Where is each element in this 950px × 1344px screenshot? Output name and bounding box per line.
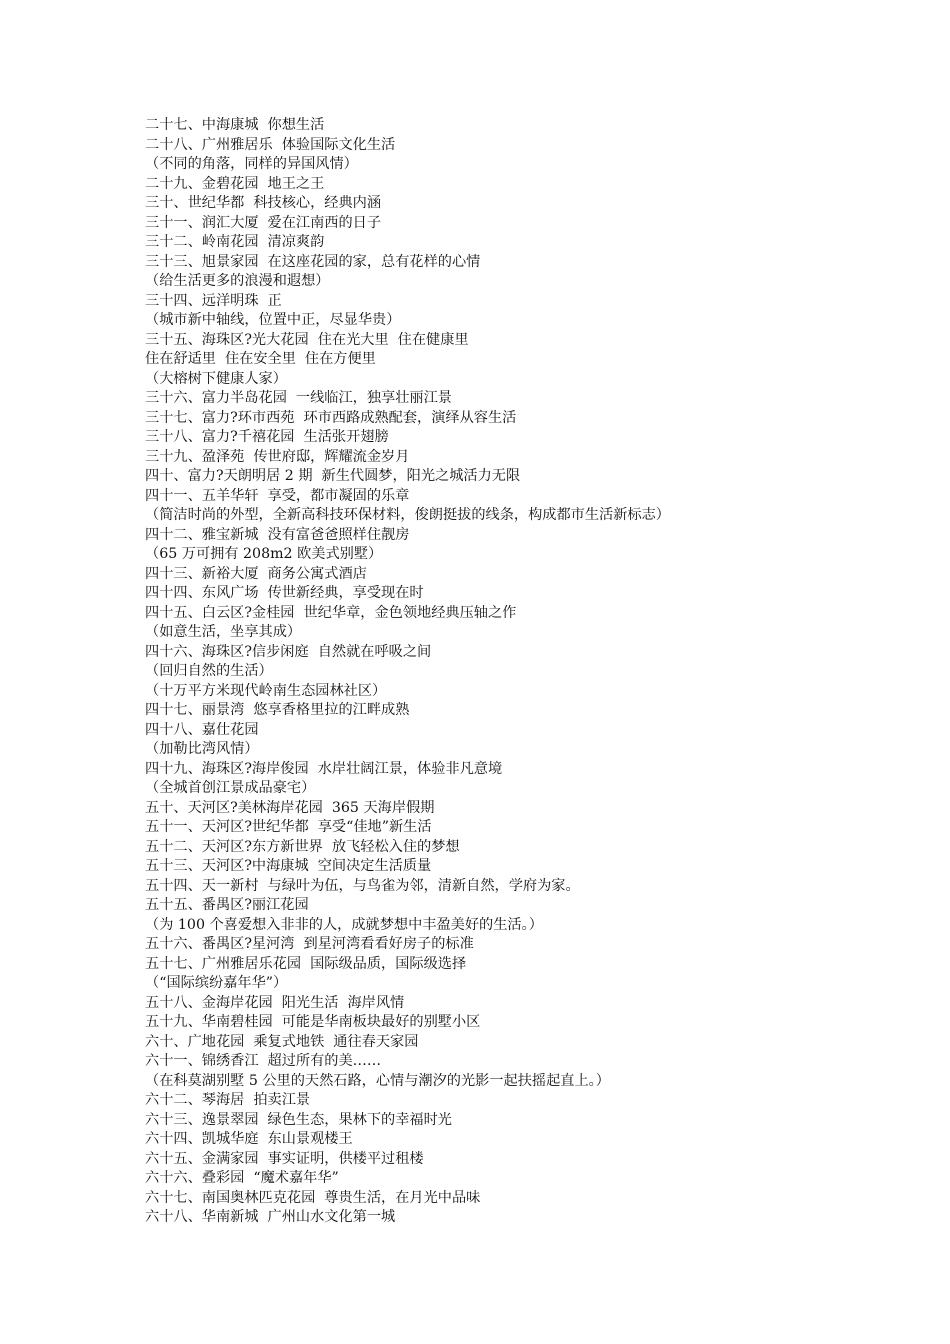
text-line: 六十七、南国奥林匹克花园 尊贵生活，在月光中品味 <box>145 1189 481 1206</box>
text-line: 四十二、雅宝新城 没有富爸爸照样住靓房 <box>145 526 410 543</box>
text-line: （如意生活，坐享其成） <box>145 624 302 640</box>
text-line: 六十、广地花园 乘复式地铁 通往春天家园 <box>145 1033 419 1050</box>
text-line: 三十一、润汇大厦 爱在江南西的日子 <box>145 214 382 231</box>
text-line: 三十八、富力?千禧花园 生活张开翅膀 <box>145 429 389 445</box>
text-line: 五十七、广州雅居乐花园 国际级品质，国际级选择 <box>145 955 467 972</box>
text-line: （全城首创江景成品豪宅） <box>145 780 316 796</box>
text-line: （加勒比湾风情） <box>145 741 259 757</box>
text-line: 三十、世纪华都 科技核心，经典内涵 <box>145 195 382 211</box>
text-line: 三十六、富力半岛花园 一线临江，独享壮丽江景 <box>145 390 452 406</box>
text-line: 三十二、岭南花园 清凉爽韵 <box>145 234 325 250</box>
text-line: 四十六、海珠区?信步闲庭 自然就在呼吸之间 <box>145 643 432 660</box>
text-line: 六十八、华南新城 广州山水文化第一城 <box>145 1209 396 1225</box>
text-line: 四十一、五羊华轩 享受，都市凝固的乐章 <box>145 487 410 504</box>
text-line: 五十三、天河区?中海康城 空间决定生活质量 <box>145 858 432 874</box>
text-line: （十万平方米现代岭南生态园林社区） <box>145 682 387 699</box>
text-line: （大榕树下健康人家） <box>145 370 287 387</box>
slogan-list <box>145 116 935 1228</box>
text-line: 三十九、盈泽苑 传世府邸，辉耀流金岁月 <box>145 448 410 465</box>
text-line: 五十一、天河区?世纪华都 享受“佳地”新生活 <box>145 819 432 835</box>
text-line: 四十五、白云区?金桂园 世纪华章，金色领地经典压轴之作 <box>145 604 517 621</box>
text-line: 五十五、番禺区?丽江花园 <box>145 897 309 913</box>
text-line: （“国际缤纷嘉年华”） <box>145 975 288 991</box>
text-line: 五十、天河区?美林海岸花园 365 天海岸假期 <box>145 799 435 816</box>
text-line: 住在舒适里 住在安全里 住在方便里 <box>145 351 376 367</box>
text-line: （城市新中轴线，位置中正，尽显华贵） <box>145 312 401 328</box>
text-line: 六十四、凯城华庭 东山景观楼王 <box>145 1131 353 1147</box>
text-line: 六十二、琴海居 拍卖江景 <box>145 1092 311 1108</box>
text-line: 二十七、中海康城 你想生活 <box>145 117 325 133</box>
text-line: 三十五、海珠区?光大花园 住在光大里 住在健康里 <box>145 331 469 348</box>
text-line: 五十六、番禺区?星河湾 到星河湾看看好房子的标准 <box>145 936 474 952</box>
text-line: （回归自然的生活） <box>145 663 273 679</box>
text-line: 五十二、天河区?东方新世界 放飞轻松入住的梦想 <box>145 838 460 855</box>
text-line: 四十七、丽景湾 悠享香格里拉的江畔成熟 <box>145 702 410 718</box>
text-line: 四十四、东风广场 传世新经典，享受现在时 <box>145 585 424 601</box>
text-line: 二十八、广州雅居乐 体验国际文化生活 <box>145 136 396 153</box>
text-line: 五十九、华南碧桂园 可能是华南板块最好的别墅小区 <box>145 1014 481 1030</box>
text-line: （65 万可拥有 208m2 欧美式别墅） <box>145 546 383 562</box>
text-line: 五十八、金海岸花园 阳光生活 海岸风情 <box>145 994 405 1011</box>
text-line: 三十四、远洋明珠 正 <box>145 292 282 309</box>
text-line: 四十三、新裕大厦 商务公寓式酒店 <box>145 565 367 582</box>
text-line: 四十八、嘉仕花园 <box>145 721 259 738</box>
text-line: 六十五、金满家园 事实证明，供楼平过租楼 <box>145 1150 424 1167</box>
text-line: （简洁时尚的外型，全新高科技环保材料，俊朗挺拔的线条，构成都市生活新标志） <box>145 507 670 523</box>
text-line: 五十四、天一新村 与绿叶为伍，与鸟雀为邻，清新自然，学府为家。 <box>145 877 580 894</box>
text-line: （不同的角落，同样的异国风情） <box>145 156 358 172</box>
text-line: 六十一、锦绣香江 超过所有的美…… <box>145 1053 382 1069</box>
text-line: （为 100 个喜爱想入非非的人，成就梦想中丰盈美好的生活。） <box>145 916 543 933</box>
text-line: 四十九、海珠区?海岸俊园 水岸壮阔江景，体验非凡意境 <box>145 760 503 777</box>
text-line: 六十六、叠彩园 “魔术嘉年华” <box>145 1170 339 1186</box>
text-line: （给生活更多的浪漫和遐想） <box>145 273 330 289</box>
text-line: 六十三、逸景翠园 绿色生态，果林下的幸福时光 <box>145 1111 452 1128</box>
text-line: （在科莫湖别墅 5 公里的天然石路，心情与潮汐的光影一起扶摇起直上。） <box>145 1072 610 1089</box>
text-line: 三十七、富力?环市西苑 环市西路成熟配套，演绎从容生活 <box>145 409 517 426</box>
text-line: 四十、富力?天朗明居 2 期 新生代圆梦，阳光之城活力无限 <box>145 468 521 484</box>
text-line: 三十三、旭景家园 在这座花园的家，总有花样的心情 <box>145 253 481 270</box>
text-line: 二十九、金碧花园 地王之王 <box>145 175 325 192</box>
